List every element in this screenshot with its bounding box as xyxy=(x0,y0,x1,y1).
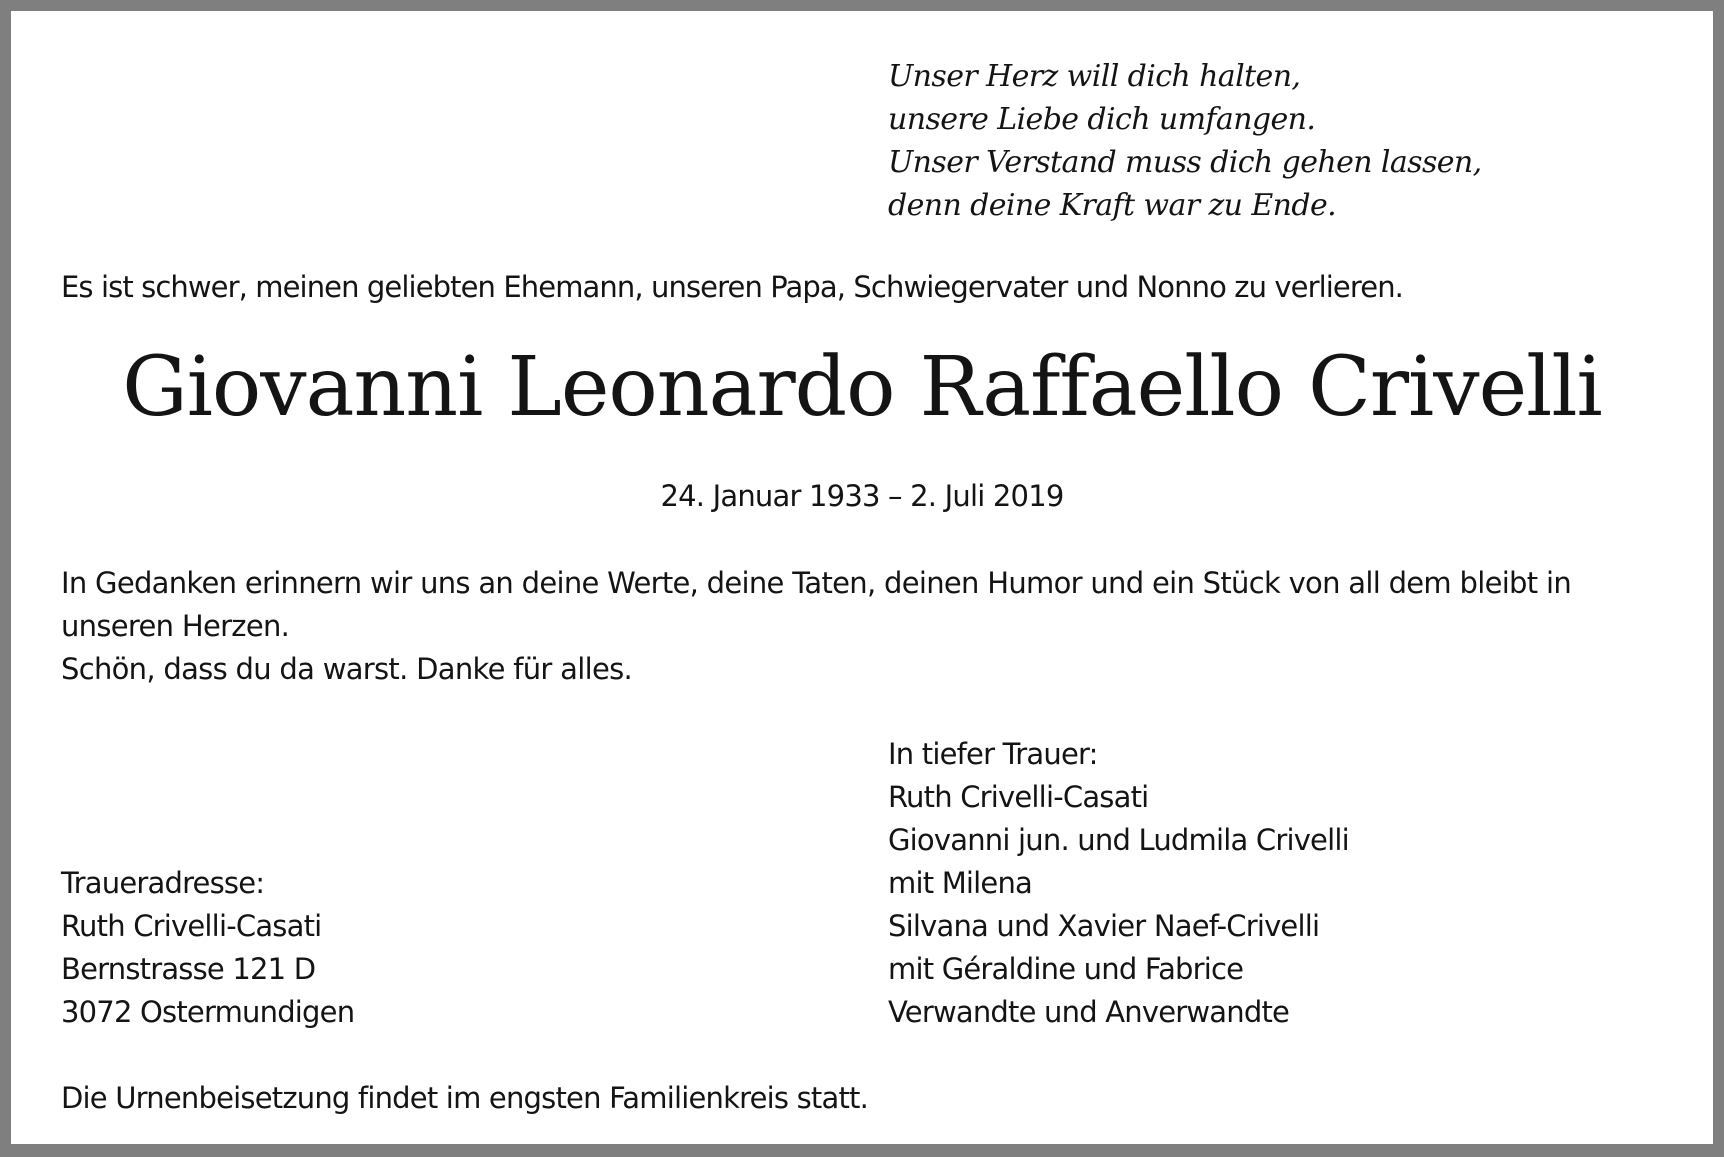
address-line: Ruth Crivelli-Casati xyxy=(61,909,322,943)
mourner-line: Silvana und Xavier Naef-Crivelli xyxy=(888,909,1320,943)
intro-text: Es ist schwer, meinen geliebten Ehemann, unseren Papa, Schwiegervater und Nonno zu verlieren. xyxy=(61,270,1404,304)
poem-line: denn deine Kraft war zu Ende. xyxy=(888,188,1337,223)
memory-text xyxy=(61,562,1681,691)
address-line: Bernstrasse 121 D xyxy=(61,952,316,986)
mourning-address xyxy=(61,862,354,1034)
mourners-list xyxy=(888,733,1349,1034)
mourner-line: Verwandte und Anverwandte xyxy=(888,995,1290,1029)
memory-paragraph: In Gedanken erinnern wir uns an deine Werte, deine Taten, deinen Humor und ein Stück von all dem bleibt in unseren Herzen. xyxy=(61,566,1571,643)
mourner-line: Giovanni jun. und Ludmila Crivelli xyxy=(888,823,1349,857)
burial-note: Die Urnenbeisetzung findet im engsten Familienkreis statt. xyxy=(61,1081,869,1115)
memory-paragraph: Schön, dass du da warst. Danke für alles. xyxy=(61,652,633,686)
poem-line: Unser Verstand muss dich gehen lassen, xyxy=(888,145,1482,180)
mourner-line: Ruth Crivelli-Casati xyxy=(888,780,1149,814)
life-dates: 24. Januar 1933 – 2. Juli 2019 xyxy=(660,479,1064,513)
mourner-line: mit Milena xyxy=(888,866,1033,900)
address-heading: Traueradresse: xyxy=(61,866,265,900)
poem xyxy=(888,55,1482,227)
obituary-page xyxy=(11,11,1713,1144)
poem-line: unsere Liebe dich umfangen. xyxy=(888,102,1316,137)
address-line: 3072 Ostermundigen xyxy=(61,995,355,1029)
mourners-heading: In tiefer Trauer: xyxy=(888,737,1098,771)
poem-line: Unser Herz will dich halten, xyxy=(888,59,1301,94)
mourner-line: mit Géraldine und Fabrice xyxy=(888,952,1244,986)
deceased-name: Giovanni Leonardo Raffaello Crivelli xyxy=(122,340,1602,435)
